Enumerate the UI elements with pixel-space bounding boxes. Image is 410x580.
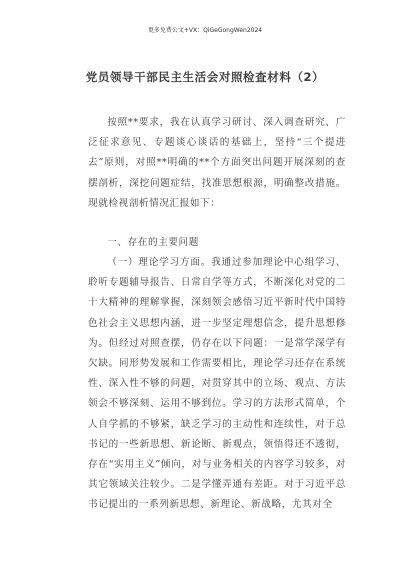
paragraph-text: 按照**要求，我在认真学习研讨、深入调查研究、广泛征求意见、专题谈心谈话的基础上，坚持“三个提进去”原则，对照**明确的**个方面突出问题开展深刻的查摆剖析，深挖问题症结，找准思想根源，明确整改措施。现就检视剖析情况汇报如下： [88, 117, 346, 209]
section-heading-text: 一、存在的主要问题 [107, 237, 199, 248]
body-paragraph-theory-study [88, 253, 346, 516]
body-paragraph-intro [88, 113, 346, 214]
paragraph-text: （一）理论学习方面。我通过参加理论中心组学习、聆听专题辅导报告、日常自学等方式，不断深化对党的二十大精神的理解掌握，深刻领会感悟习近平新时代中国特色社会主义思想内涵，进一步坚定理想信念，提升思想修为。但经过对照查摆，仍存在以下问题：一是常学深学有欠缺。同形势发展和工作需要相比，理论学习还存在系统性、深入性不够的问题，对贯穿其中的立场、观点、方法领会不够深刻、运用不够到位。学习的方法形式简单，个人自学抓的不够紧，缺乏学习的主动性和连续性，对于总书记的一些新思想、新论断、新观点，领悟得还不透彻，存在“实用主义”倾向，对与业务相关的内容学习较多，对其它领域关注较少。二是学懂弄通有差距。对于习近平总书记提出的一系列新思想、新理论、新战略，尤其对全 [88, 257, 346, 511]
section-heading [88, 233, 346, 253]
document-title: 党员领导干部民主生活会对照检查材料（2） [85, 70, 325, 84]
header-note: 更多免费公文+VX：QiGeGongWen2024 [147, 27, 263, 34]
